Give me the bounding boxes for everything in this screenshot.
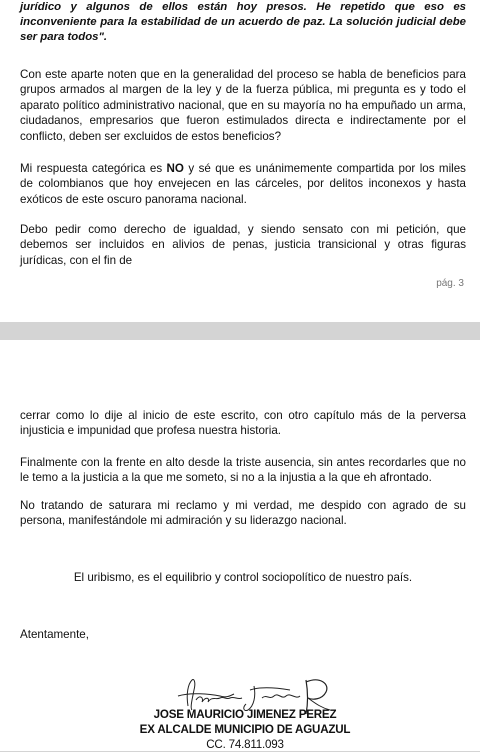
slogan-line: El uribismo, es el equilibrio y control sociopolítico de nuestro país. (73, 571, 413, 584)
paragraph-equality-request: Debo pedir como derecho de igualdad, y siendo sensato con mi petición, que debemos ser incluidos en alivios de penas, justicia transicional y otras figuras jurídicas, con el fin de (20, 223, 466, 267)
page-separator (0, 322, 480, 340)
page-number: pág. 3 (436, 278, 464, 289)
paragraph-categorical-answer (20, 161, 466, 207)
document-page-3 (0, 0, 480, 322)
signatory-id: CC. 74.811.093 (206, 738, 284, 751)
paragraph-facing-justice: Finalmente con la frente en alto desde la triste ausencia, sin antes recordarles que no le temo a la justicia a la que me someto, si no a la injustia a la que eh afrontado. (20, 456, 466, 485)
answer-rest-text: y sé que es unánimemente compartida por los miles de colombianos que hoy envejecen en las cárceles, por delitos inconexos y hasta exóticos de este oscuro panorama nacional. (20, 162, 466, 206)
answer-emphasis: NO (166, 162, 184, 175)
signatory-title: EX ALCALDE MUNICIPIO DE AGUAZUL (139, 723, 351, 736)
paragraph-farewell: No tratando de saturara mi reclamo y mi verdad, me despido con agrado de su persona, manifestándole mi admiración y su liderazgo nacional. (20, 499, 466, 528)
paragraph-closing-chapter: cerrar como lo dije al inicio de este escrito, con otro capítulo más de la perversa injusticia e impunidad que profesa nuestra historia. (20, 409, 466, 438)
answer-lead-text: Mi respuesta categórica es (20, 162, 167, 175)
quoted-statement: jurídico y algunos de ellos están hoy presos. He repetido que eso es inconveniente para la estabilidad de un acuerdo de paz. La solución judicial debe ser para todos". (20, 1, 466, 43)
closing-salutation: Atentamente, (20, 628, 89, 641)
signatory-name: JOSE MAURICIO JIMENEZ PEREZ (153, 708, 337, 721)
paragraph-benefits-question: Con este aparte noten que en la generalidad del proceso se habla de beneficios para grupos armados al margen de la ley y de la fuerza pública, mi pregunta es y todo el aparato político administrativo nacional, que en su mayoría no ha empuñado un arma, ciudadanos, empresarios que fueron estimulados directa e indirectamente por el conflicto, deben ser excluidos de estos beneficios? (20, 68, 466, 143)
